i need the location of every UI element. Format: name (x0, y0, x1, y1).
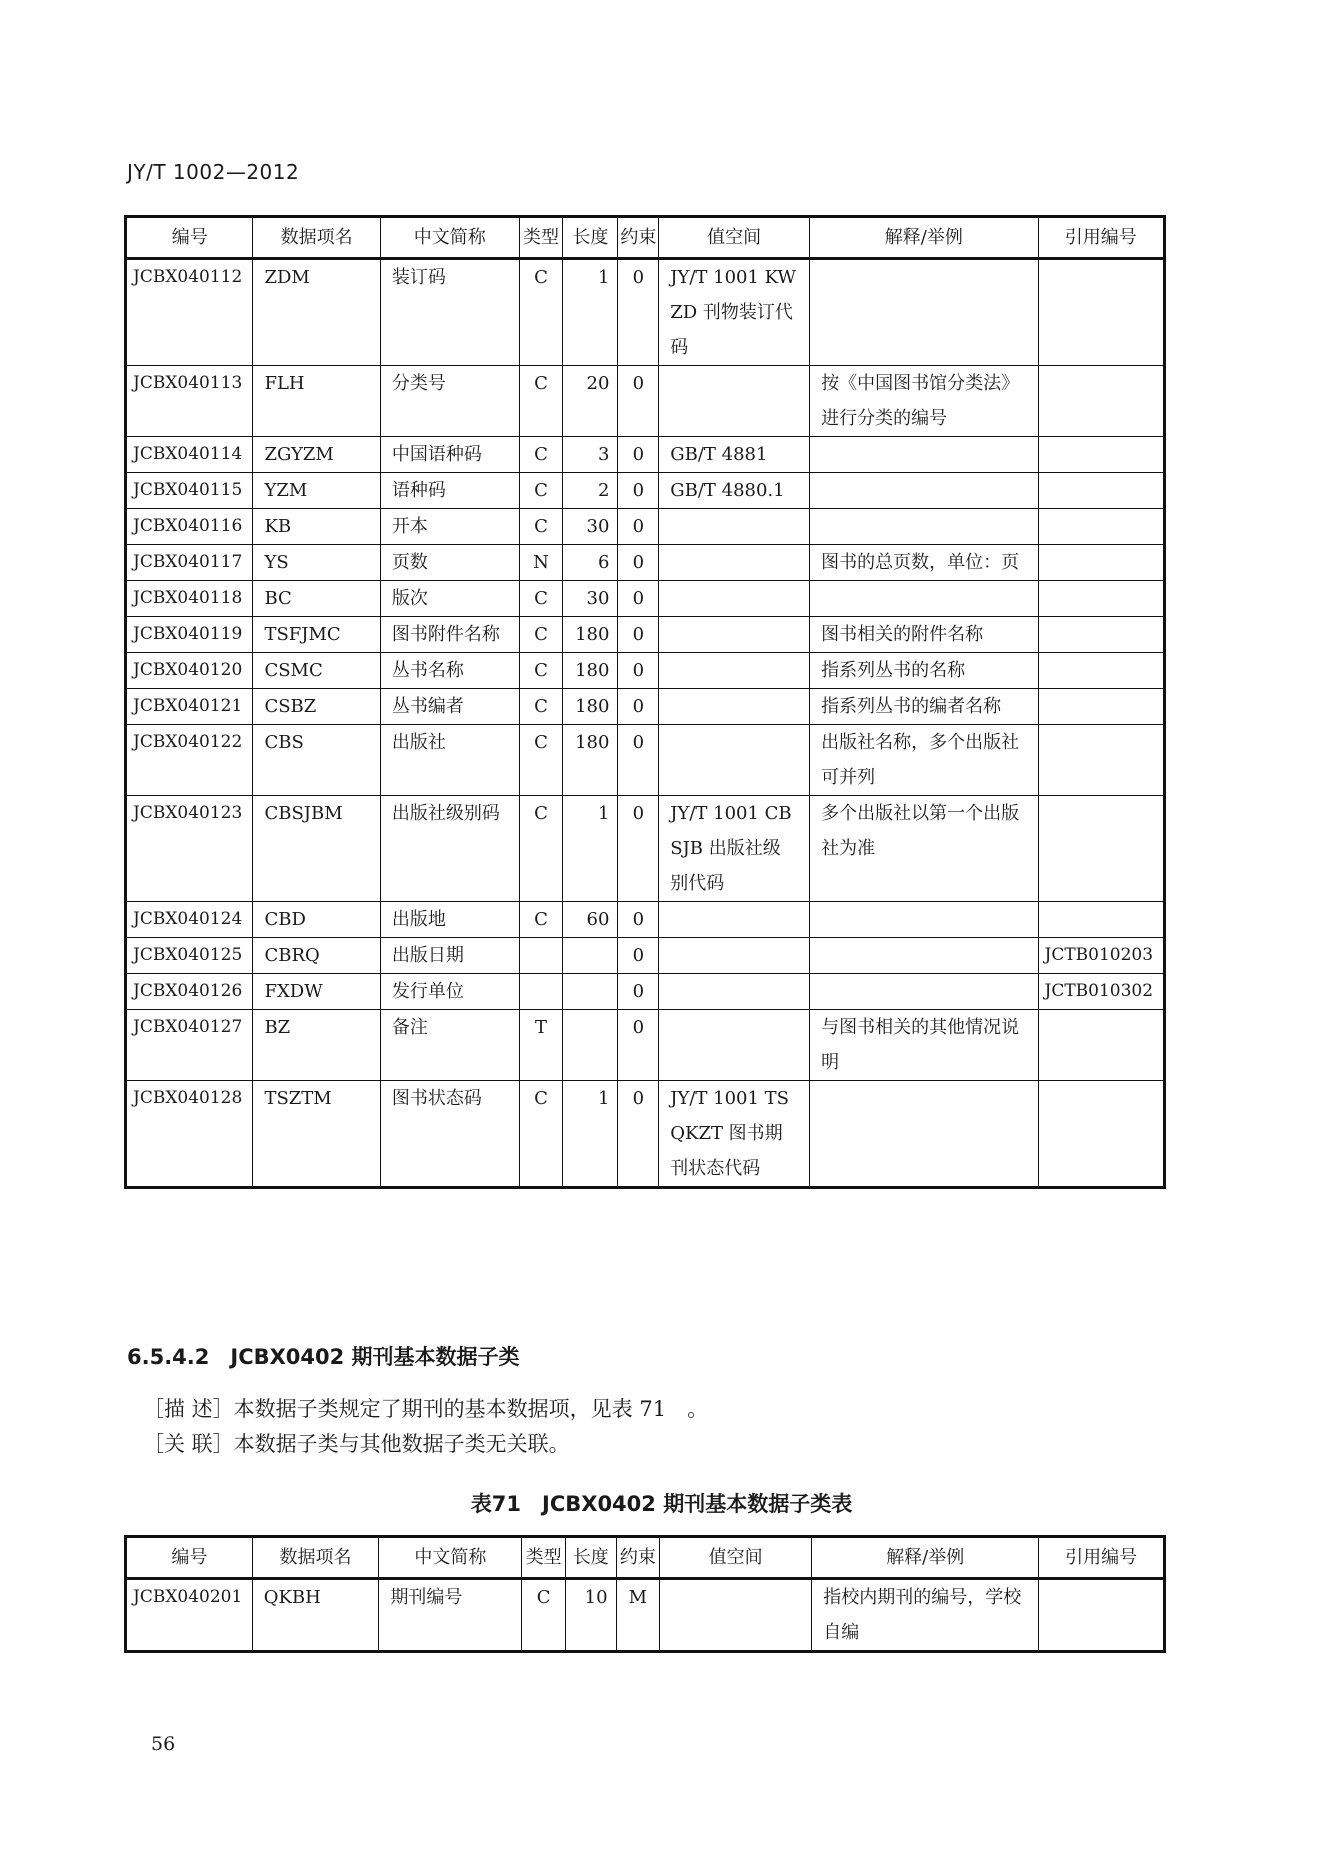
cell-id: JCBX040118 (126, 581, 253, 617)
cell-length: 180 (563, 617, 618, 653)
cell-value-space (659, 725, 810, 796)
cell-cn: 丛书编者 (380, 689, 519, 725)
cell-length: 1 (563, 259, 618, 366)
cell-cn: 备注 (380, 1010, 519, 1081)
cell-cn: 装订码 (380, 259, 519, 366)
cell-name: FLH (253, 366, 380, 437)
cell-type: C (519, 259, 563, 366)
cell-constraint: 0 (618, 902, 659, 938)
cell-length: 2 (563, 473, 618, 509)
col-header: 中文简称 (379, 1537, 522, 1579)
cell-type: C (519, 437, 563, 473)
cell-length: 10 (565, 1579, 616, 1652)
cell-example: 按《中国图书馆分类法》进行分类的编号 (810, 366, 1038, 437)
cell-name: BZ (253, 1010, 380, 1081)
data-table-periodicals (124, 1535, 1166, 1653)
cell-cn: 期刊编号 (379, 1579, 522, 1652)
cell-id: JCBX040123 (126, 796, 253, 902)
cell-ref (1038, 796, 1164, 902)
cell-value-space: GB/T 4881 (659, 437, 810, 473)
cell-constraint: 0 (618, 366, 659, 437)
table-row (126, 1010, 1165, 1081)
cell-ref (1038, 653, 1164, 689)
table-row (126, 974, 1165, 1010)
table-row (126, 259, 1165, 366)
table-row (126, 689, 1165, 725)
table-row (126, 796, 1165, 902)
cell-value-space (659, 581, 810, 617)
cell-value-space (659, 938, 810, 974)
cell-type: C (519, 689, 563, 725)
cell-name: ZDM (253, 259, 380, 366)
table-row (126, 1081, 1165, 1188)
cell-cn: 分类号 (380, 366, 519, 437)
cell-id: JCBX040126 (126, 974, 253, 1010)
section-relation: ［关 联］本数据子类与其他数据子类无关联。 (143, 1432, 570, 1456)
cell-example: 指系列丛书的编者名称 (810, 689, 1038, 725)
cell-length: 180 (563, 653, 618, 689)
cell-cn: 图书附件名称 (380, 617, 519, 653)
cell-cn: 中国语种码 (380, 437, 519, 473)
cell-id: JCBX040115 (126, 473, 253, 509)
cell-constraint: 0 (618, 509, 659, 545)
cell-example (810, 974, 1038, 1010)
cell-ref (1039, 1579, 1165, 1652)
cell-id: JCBX040121 (126, 689, 253, 725)
cell-type: C (519, 617, 563, 653)
cell-value-space (659, 974, 810, 1010)
cell-value-space (659, 689, 810, 725)
col-header: 编号 (126, 1537, 253, 1579)
cell-value-space (659, 902, 810, 938)
cell-name: YS (253, 545, 380, 581)
cell-ref (1038, 366, 1164, 437)
cell-constraint: 0 (618, 1010, 659, 1081)
cell-ref: JCTB010302 (1038, 974, 1164, 1010)
cell-cn: 出版日期 (380, 938, 519, 974)
col-header: 数据项名 (252, 1537, 379, 1579)
cell-ref (1038, 545, 1164, 581)
col-header: 类型 (522, 1537, 566, 1579)
cell-ref (1038, 902, 1164, 938)
cell-example: 指校内期刊的编号，学校自编 (812, 1579, 1039, 1652)
cell-example: 指系列丛书的名称 (810, 653, 1038, 689)
cell-constraint: 0 (618, 617, 659, 653)
cell-length: 180 (563, 689, 618, 725)
cell-value-space: JY/T 1001 KWZD 刊物装订代码 (659, 259, 810, 366)
cell-ref (1038, 581, 1164, 617)
cell-length (563, 1010, 618, 1081)
cell-type: C (519, 509, 563, 545)
cell-example (810, 581, 1038, 617)
cell-ref (1038, 617, 1164, 653)
page-header: JY/T 1002—2012 (127, 160, 300, 184)
cell-id: JCBX040201 (126, 1579, 253, 1652)
col-header: 约束 (618, 217, 659, 259)
cell-value-space (659, 509, 810, 545)
cell-id: JCBX040122 (126, 725, 253, 796)
cell-constraint: 0 (618, 437, 659, 473)
data-table-books (124, 215, 1166, 1189)
cell-length: 1 (563, 1081, 618, 1188)
cell-example (810, 938, 1038, 974)
cell-name: TSZTM (253, 1081, 380, 1188)
cell-id: JCBX040113 (126, 366, 253, 437)
cell-value-space: GB/T 4880.1 (659, 473, 810, 509)
cell-example (810, 473, 1038, 509)
cell-length (563, 974, 618, 1010)
col-header: 数据项名 (253, 217, 380, 259)
cell-length: 180 (563, 725, 618, 796)
table-row (126, 902, 1165, 938)
cell-value-space: JY/T 1001 CBSJB 出版社级别代码 (659, 796, 810, 902)
cell-ref (1038, 1081, 1164, 1188)
cell-constraint: 0 (618, 545, 659, 581)
cell-type: C (519, 796, 563, 902)
cell-ref (1038, 689, 1164, 725)
cell-id: JCBX040124 (126, 902, 253, 938)
col-header: 解释/举例 (810, 217, 1038, 259)
cell-example (810, 902, 1038, 938)
cell-cn: 开本 (380, 509, 519, 545)
cell-constraint: 0 (618, 689, 659, 725)
cell-name: BC (253, 581, 380, 617)
col-header: 编号 (126, 217, 253, 259)
cell-id: JCBX040127 (126, 1010, 253, 1081)
cell-length: 60 (563, 902, 618, 938)
col-header: 中文简称 (380, 217, 519, 259)
cell-type: C (519, 581, 563, 617)
cell-type: N (519, 545, 563, 581)
cell-id: JCBX040114 (126, 437, 253, 473)
section-description: ［描 述］本数据子类规定了期刊的基本数据项，见表 71 。 (143, 1397, 709, 1421)
cell-name: CBS (253, 725, 380, 796)
cell-constraint: 0 (618, 974, 659, 1010)
cell-example: 与图书相关的其他情况说明 (810, 1010, 1038, 1081)
cell-constraint: 0 (618, 1081, 659, 1188)
cell-example (810, 509, 1038, 545)
cell-type: C (519, 473, 563, 509)
table-row (126, 509, 1165, 545)
cell-name: CBD (253, 902, 380, 938)
cell-type: C (519, 725, 563, 796)
cell-value-space (659, 617, 810, 653)
table-row (126, 581, 1165, 617)
cell-type: T (519, 1010, 563, 1081)
cell-ref (1038, 259, 1164, 366)
cell-name: CSMC (253, 653, 380, 689)
col-header: 长度 (565, 1537, 616, 1579)
page-number: 56 (151, 1733, 176, 1755)
cell-type: C (519, 902, 563, 938)
cell-name: CBSJBM (253, 796, 380, 902)
col-header: 类型 (519, 217, 563, 259)
cell-cn: 发行单位 (380, 974, 519, 1010)
cell-example: 出版社名称，多个出版社可并列 (810, 725, 1038, 796)
cell-name: FXDW (253, 974, 380, 1010)
cell-ref (1038, 437, 1164, 473)
cell-id: JCBX040128 (126, 1081, 253, 1188)
cell-example (810, 259, 1038, 366)
cell-ref (1038, 473, 1164, 509)
cell-ref (1038, 725, 1164, 796)
cell-length (563, 938, 618, 974)
table-row (126, 938, 1165, 974)
cell-constraint: 0 (618, 581, 659, 617)
cell-length: 20 (563, 366, 618, 437)
cell-example (810, 437, 1038, 473)
section-title: 6.5.4.2 JCBX0402 期刊基本数据子类 (127, 1345, 520, 1369)
cell-constraint: 0 (618, 938, 659, 974)
col-header: 约束 (616, 1537, 660, 1579)
cell-name: CBRQ (253, 938, 380, 974)
cell-length: 1 (563, 796, 618, 902)
cell-type: C (519, 366, 563, 437)
col-header: 值空间 (660, 1537, 812, 1579)
table-row (126, 437, 1165, 473)
cell-constraint: M (616, 1579, 660, 1652)
table-header-row (126, 217, 1165, 259)
cell-type: C (519, 653, 563, 689)
cell-constraint: 0 (618, 259, 659, 366)
cell-type (519, 974, 563, 1010)
table-row (126, 653, 1165, 689)
cell-name: YZM (253, 473, 380, 509)
cell-length: 6 (563, 545, 618, 581)
table-caption: 表71 JCBX0402 期刊基本数据子类表 (470, 1492, 853, 1516)
cell-id: JCBX040120 (126, 653, 253, 689)
cell-constraint: 0 (618, 796, 659, 902)
cell-cn: 图书状态码 (380, 1081, 519, 1188)
cell-id: JCBX040112 (126, 259, 253, 366)
cell-type (519, 938, 563, 974)
cell-length: 30 (563, 509, 618, 545)
cell-value-space: JY/T 1001 TSQKZT 图书期刊状态代码 (659, 1081, 810, 1188)
col-header: 值空间 (659, 217, 810, 259)
col-header: 引用编号 (1038, 217, 1164, 259)
table-row (126, 725, 1165, 796)
cell-id: JCBX040125 (126, 938, 253, 974)
cell-example: 多个出版社以第一个出版社为准 (810, 796, 1038, 902)
cell-cn: 页数 (380, 545, 519, 581)
cell-cn: 版次 (380, 581, 519, 617)
table-row (126, 473, 1165, 509)
cell-cn: 语种码 (380, 473, 519, 509)
cell-name: TSFJMC (253, 617, 380, 653)
cell-example: 图书的总页数，单位：页 (810, 545, 1038, 581)
table-row (126, 1579, 1165, 1652)
cell-id: JCBX040117 (126, 545, 253, 581)
cell-example (810, 1081, 1038, 1188)
table-row (126, 617, 1165, 653)
col-header: 长度 (563, 217, 618, 259)
cell-value-space (659, 1010, 810, 1081)
cell-ref (1038, 509, 1164, 545)
cell-name: QKBH (252, 1579, 379, 1652)
col-header: 引用编号 (1039, 1537, 1165, 1579)
cell-name: KB (253, 509, 380, 545)
cell-cn: 出版社 (380, 725, 519, 796)
cell-value-space (660, 1579, 812, 1652)
col-header: 解释/举例 (812, 1537, 1039, 1579)
cell-id: JCBX040119 (126, 617, 253, 653)
cell-value-space (659, 653, 810, 689)
cell-cn: 出版社级别码 (380, 796, 519, 902)
cell-type: C (519, 1081, 563, 1188)
table-row (126, 366, 1165, 437)
cell-length: 3 (563, 437, 618, 473)
cell-cn: 丛书名称 (380, 653, 519, 689)
cell-name: CSBZ (253, 689, 380, 725)
cell-constraint: 0 (618, 725, 659, 796)
cell-constraint: 0 (618, 653, 659, 689)
table-row (126, 545, 1165, 581)
cell-value-space (659, 545, 810, 581)
cell-name: ZGYZM (253, 437, 380, 473)
cell-type: C (522, 1579, 566, 1652)
cell-example: 图书相关的附件名称 (810, 617, 1038, 653)
cell-value-space (659, 366, 810, 437)
cell-constraint: 0 (618, 473, 659, 509)
cell-length: 30 (563, 581, 618, 617)
cell-id: JCBX040116 (126, 509, 253, 545)
table-header-row (126, 1537, 1165, 1579)
cell-cn: 出版地 (380, 902, 519, 938)
cell-ref (1038, 1010, 1164, 1081)
cell-ref: JCTB010203 (1038, 938, 1164, 974)
